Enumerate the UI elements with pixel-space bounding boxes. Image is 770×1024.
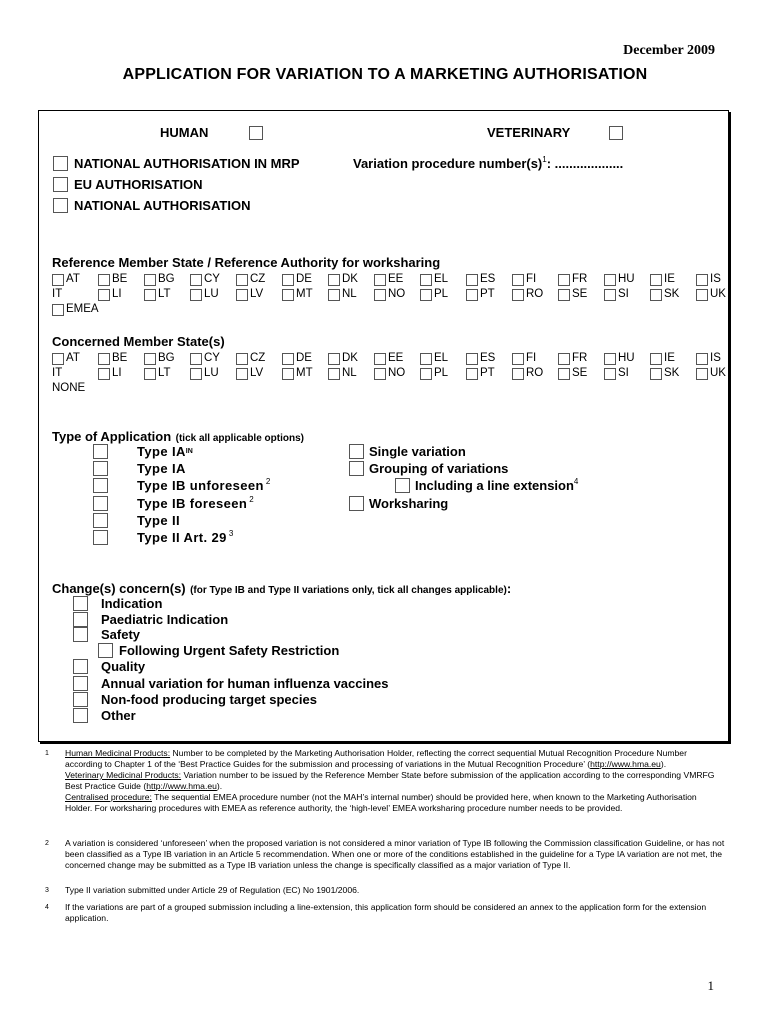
change-option-label: Other	[101, 708, 136, 723]
variation-number-footnote-ref: 1	[542, 155, 547, 164]
reference-ms-sk[interactable]	[650, 287, 679, 302]
footnote-1-human-title: Human Medicinal Products:	[65, 748, 171, 758]
reference-ms-cz-checkbox[interactable]	[236, 274, 248, 286]
reference-ms-lead	[52, 287, 62, 302]
concerned-ms-uk-checkbox[interactable]	[696, 368, 708, 380]
change-option-0	[73, 596, 162, 611]
reference-ms-bg-checkbox[interactable]	[144, 274, 156, 286]
reference-ms-dk[interactable]	[328, 272, 358, 287]
reference-ms-hu-checkbox[interactable]	[604, 274, 616, 286]
reference-ms-li-checkbox[interactable]	[98, 289, 110, 301]
type-option-4	[93, 513, 180, 528]
concerned-ms-uk[interactable]	[696, 366, 726, 381]
change-option-checkbox[interactable]	[73, 627, 88, 642]
reference-ms-fr-label: FR	[572, 273, 588, 285]
reference-ms-fr-checkbox[interactable]	[558, 274, 570, 286]
concerned-ms-ie-checkbox[interactable]	[650, 353, 662, 365]
concerned-ms-li[interactable]	[98, 366, 122, 381]
national-mrp-checkbox[interactable]	[53, 156, 68, 171]
concerned-ms-mt[interactable]	[282, 366, 313, 381]
concerned-ms-lead-label: IT	[52, 367, 63, 379]
reference-ms-pt-checkbox[interactable]	[466, 289, 478, 301]
reference-ms-de-checkbox[interactable]	[282, 274, 294, 286]
reference-ms-at-label: AT	[66, 273, 80, 285]
concerned-ms-pl[interactable]	[420, 366, 448, 381]
concerned-ms-lu[interactable]	[190, 366, 219, 381]
change-option-checkbox[interactable]	[73, 659, 88, 674]
human-label: HUMAN	[160, 125, 209, 140]
reference-ms-ro[interactable]	[512, 287, 543, 302]
reference-ms-cy[interactable]	[190, 272, 220, 287]
reference-ms-lu-label: LU	[204, 288, 219, 300]
concerned-ms-at-checkbox[interactable]	[52, 353, 64, 365]
reference-ms-cz[interactable]	[236, 272, 265, 287]
reference-ms-ie-label: IE	[664, 273, 675, 285]
reference-ms-lt[interactable]	[144, 287, 171, 302]
reference-ms-ee[interactable]	[374, 272, 403, 287]
footnote-4-number: 4	[45, 904, 49, 911]
change-option-5	[73, 676, 389, 691]
concerned-ms-cz-checkbox[interactable]	[236, 353, 248, 365]
type-option-checkbox[interactable]	[93, 461, 108, 476]
reference-ms-ro-checkbox[interactable]	[512, 289, 524, 301]
change-option-label: Indication	[101, 596, 163, 611]
reference-ms-cz-label: CZ	[250, 273, 266, 285]
reference-ms-nl-label: NL	[342, 288, 357, 300]
change-option-checkbox[interactable]	[73, 676, 88, 691]
concerned-ms-cz[interactable]	[236, 351, 265, 366]
concerned-ms-se[interactable]	[558, 366, 587, 381]
reference-ms-se-checkbox[interactable]	[558, 289, 570, 301]
concerned-ms-bg[interactable]	[144, 351, 175, 366]
concerned-ms-ro-label: RO	[526, 367, 544, 379]
concerned-ms-is-checkbox[interactable]	[696, 353, 708, 365]
type-option-checkbox[interactable]	[93, 444, 108, 459]
reference-ms-no-checkbox[interactable]	[374, 289, 386, 301]
concerned-ms-nl[interactable]	[328, 366, 357, 381]
reference-ms-lead-label: IT	[52, 288, 63, 300]
variation-number-value[interactable]: : ...................	[546, 156, 624, 171]
reference-ms-nl-checkbox[interactable]	[328, 289, 340, 301]
line-extension-label: Including a line extension	[415, 478, 574, 493]
reference-ms-pl[interactable]	[420, 287, 448, 302]
concerned-ms-dk-checkbox[interactable]	[328, 353, 340, 365]
concerned-ms-hu-label: HU	[618, 352, 635, 364]
reference-ms-li-label: LI	[112, 288, 122, 300]
document-date: December 2009	[623, 43, 715, 58]
grouping-checkbox[interactable]	[349, 461, 364, 476]
reference-ms-is[interactable]	[696, 272, 721, 287]
concerned-ms-lv-label: LV	[250, 367, 264, 379]
reference-ms-ee-label: EE	[388, 273, 404, 285]
type-option-label: Type IA	[137, 444, 186, 459]
concerned-ms-ie-label: IE	[664, 352, 675, 364]
type-option-0	[93, 444, 193, 459]
type-option-footnote-ref: 3	[228, 529, 234, 538]
reference-ms-si-checkbox[interactable]	[604, 289, 616, 301]
reference-ms-heading: Reference Member State / Reference Authority for worksharing	[52, 255, 441, 270]
reference-ms-ee-checkbox[interactable]	[374, 274, 386, 286]
reference-ms-uk-label: UK	[710, 288, 726, 300]
concerned-ms-lv[interactable]	[236, 366, 263, 381]
type-of-application-note: (tick all applicable options)	[175, 433, 304, 444]
footnote-2	[45, 838, 725, 871]
national-authorisation-label: NATIONAL AUTHORISATION	[74, 198, 251, 213]
footnote-1-human-link[interactable]: http://www.hma.eu	[590, 759, 661, 769]
reference-ms-cy-label: CY	[204, 273, 220, 285]
concerned-ms-no[interactable]	[374, 366, 405, 381]
human-option	[160, 125, 208, 140]
concerned-ms-at-label: AT	[66, 352, 80, 364]
grouping-option	[349, 461, 508, 476]
reference-ms-at-checkbox[interactable]	[52, 274, 64, 286]
concerned-ms-lu-checkbox[interactable]	[190, 368, 202, 380]
concerned-ms-si[interactable]	[604, 366, 629, 381]
concerned-ms-lu-label: LU	[204, 367, 219, 379]
type-option-label: Type IB unforeseen	[137, 478, 264, 493]
change-option-2	[73, 627, 140, 642]
line-extension-footnote-ref: 4	[573, 477, 579, 486]
footnote-1	[45, 748, 725, 814]
reference-ms-de[interactable]	[282, 272, 312, 287]
eu-authorisation-option	[53, 177, 203, 192]
reference-ms-fi[interactable]	[512, 272, 536, 287]
concerned-ms-ee-checkbox[interactable]	[374, 353, 386, 365]
reference-ms-el-label: EL	[434, 273, 449, 285]
type-option-3	[93, 496, 254, 511]
reference-ms-cy-checkbox[interactable]	[190, 274, 202, 286]
line-extension-checkbox[interactable]	[395, 478, 410, 493]
concerned-ms-sk-label: SK	[664, 367, 680, 379]
change-option-label: Paediatric Indication	[101, 612, 229, 627]
concerned-ms-none	[52, 381, 85, 396]
reference-ms-be[interactable]	[98, 272, 127, 287]
concerned-ms-ee-label: EE	[388, 352, 404, 364]
concerned-ms-si-checkbox[interactable]	[604, 368, 616, 380]
concerned-ms-el-checkbox[interactable]	[420, 353, 432, 365]
concerned-ms-bg-checkbox[interactable]	[144, 353, 156, 365]
reference-ms-is-label: IS	[710, 273, 721, 285]
reference-ms-bg-label: BG	[158, 273, 175, 285]
concerned-ms-dk-label: DK	[342, 352, 358, 364]
reference-ms-nl[interactable]	[328, 287, 357, 302]
concerned-ms-de-checkbox[interactable]	[282, 353, 294, 365]
reference-ms-ie[interactable]	[650, 272, 675, 287]
single-variation-label: Single variation	[369, 444, 466, 459]
footnote-2-text: A variation is considered ‘unforeseen’ when the proposed variation is not considered a minor variation of Type IB following the Commission classification Guideline, or has not been classified as a Type IB variation in an Article 5 recommendation. When one or more of the conditions established in the guideline for a Type IA variation are not met, the concerned change may be submitted as a Type IB variation unless the change is specifically classified as a major variation of Type II.	[65, 838, 725, 870]
concerned-ms-mt-checkbox[interactable]	[282, 368, 294, 380]
page-number: 1	[707, 978, 714, 993]
concerned-ms-fi-label: FI	[526, 352, 537, 364]
reference-ms-bg[interactable]	[144, 272, 175, 287]
concerned-ms-ee[interactable]	[374, 351, 403, 366]
concerned-ms-fi-checkbox[interactable]	[512, 353, 524, 365]
line-extension-option	[395, 478, 578, 493]
type-option-label: Type IA	[137, 461, 186, 476]
footnote-1-human-end: ).	[660, 759, 667, 769]
reference-ms-lv-label: LV	[250, 288, 264, 300]
concerned-ms-bg-label: BG	[158, 352, 175, 364]
concerned-ms-ro-checkbox[interactable]	[512, 368, 524, 380]
footnote-3	[45, 885, 725, 896]
reference-ms-lv-checkbox[interactable]	[236, 289, 248, 301]
national-mrp-label: NATIONAL AUTHORISATION IN MRP	[74, 156, 300, 171]
concerned-ms-lv-checkbox[interactable]	[236, 368, 248, 380]
worksharing-label: Worksharing	[369, 496, 449, 511]
type-option-checkbox[interactable]	[93, 530, 108, 545]
concerned-ms-cy-label: CY	[204, 352, 220, 364]
concerned-ms-pl-checkbox[interactable]	[420, 368, 432, 380]
concerned-ms-li-label: LI	[112, 367, 122, 379]
type-option-1	[93, 461, 186, 476]
concerned-ms-li-checkbox[interactable]	[98, 368, 110, 380]
type-option-footnote-ref: 2	[249, 495, 254, 504]
reference-ms-sk-label: SK	[664, 288, 680, 300]
reference-ms-ie-checkbox[interactable]	[650, 274, 662, 286]
change-option-label: Safety	[101, 627, 141, 642]
type-option-footnote-ref: 2	[265, 477, 271, 486]
footnote-3-number: 3	[45, 887, 49, 894]
reference-ms-el-checkbox[interactable]	[420, 274, 432, 286]
reference-ms-fr[interactable]	[558, 272, 587, 287]
footnote-1-vet-text: Variation number to be issued by the Reference Member State before submission of the application according to the corresponding VMRFG Best Practice Guide (	[65, 770, 715, 791]
footnote-1-vet-end: ).	[216, 781, 223, 791]
concerned-ms-lead	[52, 366, 62, 381]
reference-ms-pl-label: PL	[434, 288, 449, 300]
type-option-label: Type IB foreseen	[137, 496, 248, 511]
single-variation-option	[349, 444, 466, 459]
concerned-ms-mt-label: MT	[296, 367, 313, 379]
footnote-1-vet-link[interactable]: http://www.hma.eu	[146, 781, 217, 791]
reference-ms-se-label: SE	[572, 288, 588, 300]
concerned-ms-fi[interactable]	[512, 351, 536, 366]
change-option-checkbox[interactable]	[73, 692, 88, 707]
concerned-ms-de-label: DE	[296, 352, 312, 364]
concerned-ms-uk-label: UK	[710, 367, 726, 379]
footnote-1-central-title: Centralised procedure:	[65, 792, 152, 802]
type-option-checkbox[interactable]	[93, 496, 108, 511]
change-option-3	[98, 643, 339, 658]
reference-ms-pt[interactable]	[466, 287, 495, 302]
type-option-2	[93, 478, 270, 493]
single-variation-checkbox[interactable]	[349, 444, 364, 459]
reference-ms-uk[interactable]	[696, 287, 726, 302]
change-option-label: Non-food producing target species	[101, 692, 317, 707]
type-option-label: Type II Art. 29	[137, 530, 227, 545]
type-option-checkbox[interactable]	[93, 513, 108, 528]
concerned-ms-nl-checkbox[interactable]	[328, 368, 340, 380]
eu-authorisation-label: EU AUTHORISATION	[74, 177, 203, 192]
veterinary-checkbox[interactable]	[609, 126, 623, 140]
reference-ms-mt[interactable]	[282, 287, 313, 302]
reference-ms-ro-label: RO	[526, 288, 544, 300]
concerned-ms-no-checkbox[interactable]	[374, 368, 386, 380]
concerned-ms-lt-checkbox[interactable]	[144, 368, 156, 380]
concerned-ms-se-checkbox[interactable]	[558, 368, 570, 380]
eu-authorisation-checkbox[interactable]	[53, 177, 68, 192]
concerned-ms-es[interactable]	[466, 351, 495, 366]
footnote-1-human-text: Number to be completed by the Marketing Authorisation Holder, reflecting the correct sequential Mutual Recognition Procedure Number according to Chapter 1 of the ‘Best Practice Guides for the submission and processing of variations in the Mutual Recognition Procedure’ (	[65, 748, 687, 769]
reference-ms-emea[interactable]	[52, 302, 99, 317]
footnote-1-vet-title: Veterinary Medicinal Products:	[65, 770, 182, 780]
concerned-ms-el[interactable]	[420, 351, 448, 366]
concerned-ms-ie[interactable]	[650, 351, 675, 366]
concerned-ms-fr[interactable]	[558, 351, 587, 366]
reference-ms-dk-label: DK	[342, 273, 358, 285]
changes-title: Change(s) concern(s)	[52, 581, 186, 596]
concerned-ms-es-checkbox[interactable]	[466, 353, 478, 365]
reference-ms-emea-checkbox[interactable]	[52, 304, 64, 316]
type-option-subscript: IN	[185, 448, 193, 455]
concerned-ms-be[interactable]	[98, 351, 127, 366]
concerned-ms-dk[interactable]	[328, 351, 358, 366]
changes-colon: :	[506, 581, 512, 596]
reference-ms-li[interactable]	[98, 287, 122, 302]
change-option-1	[73, 612, 228, 627]
reference-ms-lv[interactable]	[236, 287, 263, 302]
reference-ms-no[interactable]	[374, 287, 405, 302]
worksharing-option	[349, 496, 448, 511]
reference-ms-es-label: ES	[480, 273, 496, 285]
reference-ms-lu[interactable]	[190, 287, 219, 302]
concerned-ms-ro[interactable]	[512, 366, 543, 381]
concerned-ms-cz-label: CZ	[250, 352, 266, 364]
reference-ms-is-checkbox[interactable]	[696, 274, 708, 286]
footnote-4	[45, 902, 725, 924]
reference-ms-emea-label: EMEA	[66, 303, 99, 315]
veterinary-option	[487, 125, 570, 140]
change-option-checkbox[interactable]	[73, 612, 88, 627]
concerned-ms-is[interactable]	[696, 351, 721, 366]
reference-ms-si-label: SI	[618, 288, 629, 300]
reference-ms-pt-label: PT	[480, 288, 495, 300]
national-mrp-option	[53, 156, 300, 171]
concerned-ms-at[interactable]	[52, 351, 80, 366]
reference-ms-no-label: NO	[388, 288, 406, 300]
reference-ms-hu-label: HU	[618, 273, 635, 285]
national-authorisation-checkbox[interactable]	[53, 198, 68, 213]
concerned-ms-pl-label: PL	[434, 367, 449, 379]
human-checkbox[interactable]	[249, 126, 263, 140]
reference-ms-at[interactable]	[52, 272, 80, 287]
concerned-ms-pt-checkbox[interactable]	[466, 368, 478, 380]
concerned-ms-heading: Concerned Member State(s)	[52, 334, 225, 349]
concerned-ms-se-label: SE	[572, 367, 588, 379]
concerned-ms-sk-checkbox[interactable]	[650, 368, 662, 380]
reference-ms-pl-checkbox[interactable]	[420, 289, 432, 301]
change-option-checkbox[interactable]	[98, 643, 113, 658]
reference-ms-el[interactable]	[420, 272, 448, 287]
reference-ms-se[interactable]	[558, 287, 587, 302]
type-option-checkbox[interactable]	[93, 478, 108, 493]
change-option-label: Following Urgent Safety Restriction	[119, 643, 340, 658]
concerned-ms-pt-label: PT	[480, 367, 495, 379]
concerned-ms-si-label: SI	[618, 367, 629, 379]
concerned-ms-lt-label: LT	[158, 367, 171, 379]
type-of-application-title: Type of Application	[52, 429, 172, 444]
concerned-ms-hu[interactable]	[604, 351, 635, 366]
footnote-3-text: Type II variation submitted under Article 29 of Regulation (EC) No 1901/2006.	[65, 885, 360, 895]
veterinary-label: VETERINARY	[487, 125, 571, 140]
concerned-ms-de[interactable]	[282, 351, 312, 366]
reference-ms-de-label: DE	[296, 273, 312, 285]
concerned-ms-el-label: EL	[434, 352, 449, 364]
reference-ms-fi-checkbox[interactable]	[512, 274, 524, 286]
change-option-6	[73, 692, 317, 707]
reference-ms-be-checkbox[interactable]	[98, 274, 110, 286]
change-option-checkbox[interactable]	[73, 596, 88, 611]
concerned-ms-es-label: ES	[480, 352, 496, 364]
change-option-checkbox[interactable]	[73, 708, 88, 723]
reference-ms-be-label: BE	[112, 273, 128, 285]
reference-ms-uk-checkbox[interactable]	[696, 289, 708, 301]
form-title: APPLICATION FOR VARIATION TO A MARKETING AUTHORISATION	[122, 66, 648, 83]
concerned-ms-fr-checkbox[interactable]	[558, 353, 570, 365]
concerned-ms-no-label: NO	[388, 367, 406, 379]
variation-number-label: Variation procedure number(s)	[353, 156, 543, 171]
reference-ms-si[interactable]	[604, 287, 629, 302]
reference-ms-lu-checkbox[interactable]	[190, 289, 202, 301]
concerned-ms-fr-label: FR	[572, 352, 588, 364]
worksharing-checkbox[interactable]	[349, 496, 364, 511]
change-option-4	[73, 659, 145, 674]
concerned-ms-none-label: NONE	[52, 382, 86, 394]
reference-ms-dk-checkbox[interactable]	[328, 274, 340, 286]
change-option-label: Annual variation for human influenza vaccines	[101, 676, 389, 691]
footnote-1-central-text: The sequential EMEA procedure number (not the MAH’s internal number) should be provided here, when known to the Marketing Authorisation Holder. For worksharing procedures with EMEA as reference authority, the ‘high-level’ EMEA worksharing procedure number needs to be provided.	[65, 792, 697, 813]
footnote-4-text: If the variations are part of a grouped submission including a line-extension, this application form should be considered an annex to the application form for the extension application.	[65, 902, 707, 923]
reference-ms-es-checkbox[interactable]	[466, 274, 478, 286]
reference-ms-es[interactable]	[466, 272, 495, 287]
reference-ms-mt-label: MT	[296, 288, 313, 300]
concerned-ms-be-label: BE	[112, 352, 128, 364]
concerned-ms-nl-label: NL	[342, 367, 357, 379]
reference-ms-sk-checkbox[interactable]	[650, 289, 662, 301]
concerned-ms-sk[interactable]	[650, 366, 679, 381]
type-option-5	[93, 530, 233, 545]
concerned-ms-lt[interactable]	[144, 366, 171, 381]
concerned-ms-cy[interactable]	[190, 351, 220, 366]
reference-ms-lt-label: LT	[158, 288, 171, 300]
concerned-ms-cy-checkbox[interactable]	[190, 353, 202, 365]
national-authorisation-option	[53, 198, 250, 213]
footnote-2-number: 2	[45, 840, 49, 847]
type-option-label: Type II	[137, 513, 181, 528]
variation-number-field	[353, 156, 623, 171]
changes-note: (for Type IB and Type II variations only, tick all changes applicable)	[190, 585, 507, 596]
reference-ms-hu[interactable]	[604, 272, 635, 287]
concerned-ms-hu-checkbox[interactable]	[604, 353, 616, 365]
concerned-ms-is-label: IS	[710, 352, 721, 364]
reference-ms-lt-checkbox[interactable]	[144, 289, 156, 301]
change-option-label: Quality	[101, 659, 146, 674]
concerned-ms-be-checkbox[interactable]	[98, 353, 110, 365]
grouping-label: Grouping of variations	[369, 461, 509, 476]
footnote-1-number: 1	[45, 750, 49, 757]
reference-ms-fi-label: FI	[526, 273, 537, 285]
concerned-ms-pt[interactable]	[466, 366, 495, 381]
reference-ms-mt-checkbox[interactable]	[282, 289, 294, 301]
change-option-7	[73, 708, 136, 723]
